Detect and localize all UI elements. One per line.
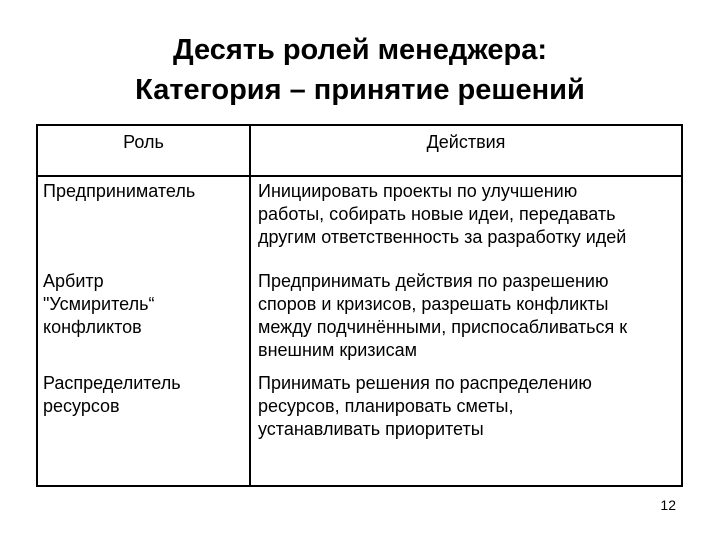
slide-title-line-1: Десять ролей менеджера: xyxy=(172,34,548,66)
slide-title xyxy=(0,30,720,110)
table-row-3-role xyxy=(43,372,247,418)
action-text: между подчинёнными, приспосабливаться к xyxy=(258,317,628,337)
page-number: 12 xyxy=(660,497,676,513)
role-text: конфликтов xyxy=(43,317,142,337)
table-row-3-actions xyxy=(258,372,680,441)
role-text: Предприниматель xyxy=(43,181,196,201)
action-text: работы, собирать новые идеи, передавать xyxy=(258,204,616,224)
table-row-2-actions xyxy=(258,270,680,362)
table-row-1-role xyxy=(43,180,247,203)
action-text: споров и кризисов, разрешать конфликты xyxy=(258,294,609,314)
header-actions: Действия xyxy=(426,132,506,152)
action-text: другим ответственность за разработку идей xyxy=(258,227,627,247)
action-text: устанавливать приоритеты xyxy=(258,419,484,439)
role-text: Арбитр xyxy=(43,271,104,291)
header-role: Роль xyxy=(123,132,164,152)
action-text: Принимать решения по распределению xyxy=(258,373,592,393)
table-header-divider xyxy=(36,175,683,177)
table-row-2-role xyxy=(43,270,247,339)
role-text: ресурсов xyxy=(43,396,120,416)
slide-title-line-2: Категория – принятие решений xyxy=(135,74,585,106)
role-text: Распределитель xyxy=(43,373,181,393)
table-column-divider xyxy=(249,124,251,487)
action-text: ресурсов, планировать сметы, xyxy=(258,396,514,416)
action-text: Предпринимать действия по разрешению xyxy=(258,271,609,291)
action-text: Инициировать проекты по улучшению xyxy=(258,181,578,201)
action-text: внешним кризисам xyxy=(258,340,417,360)
role-text: "Усмиритель“ xyxy=(43,294,155,314)
table-row-1-actions xyxy=(258,180,680,249)
